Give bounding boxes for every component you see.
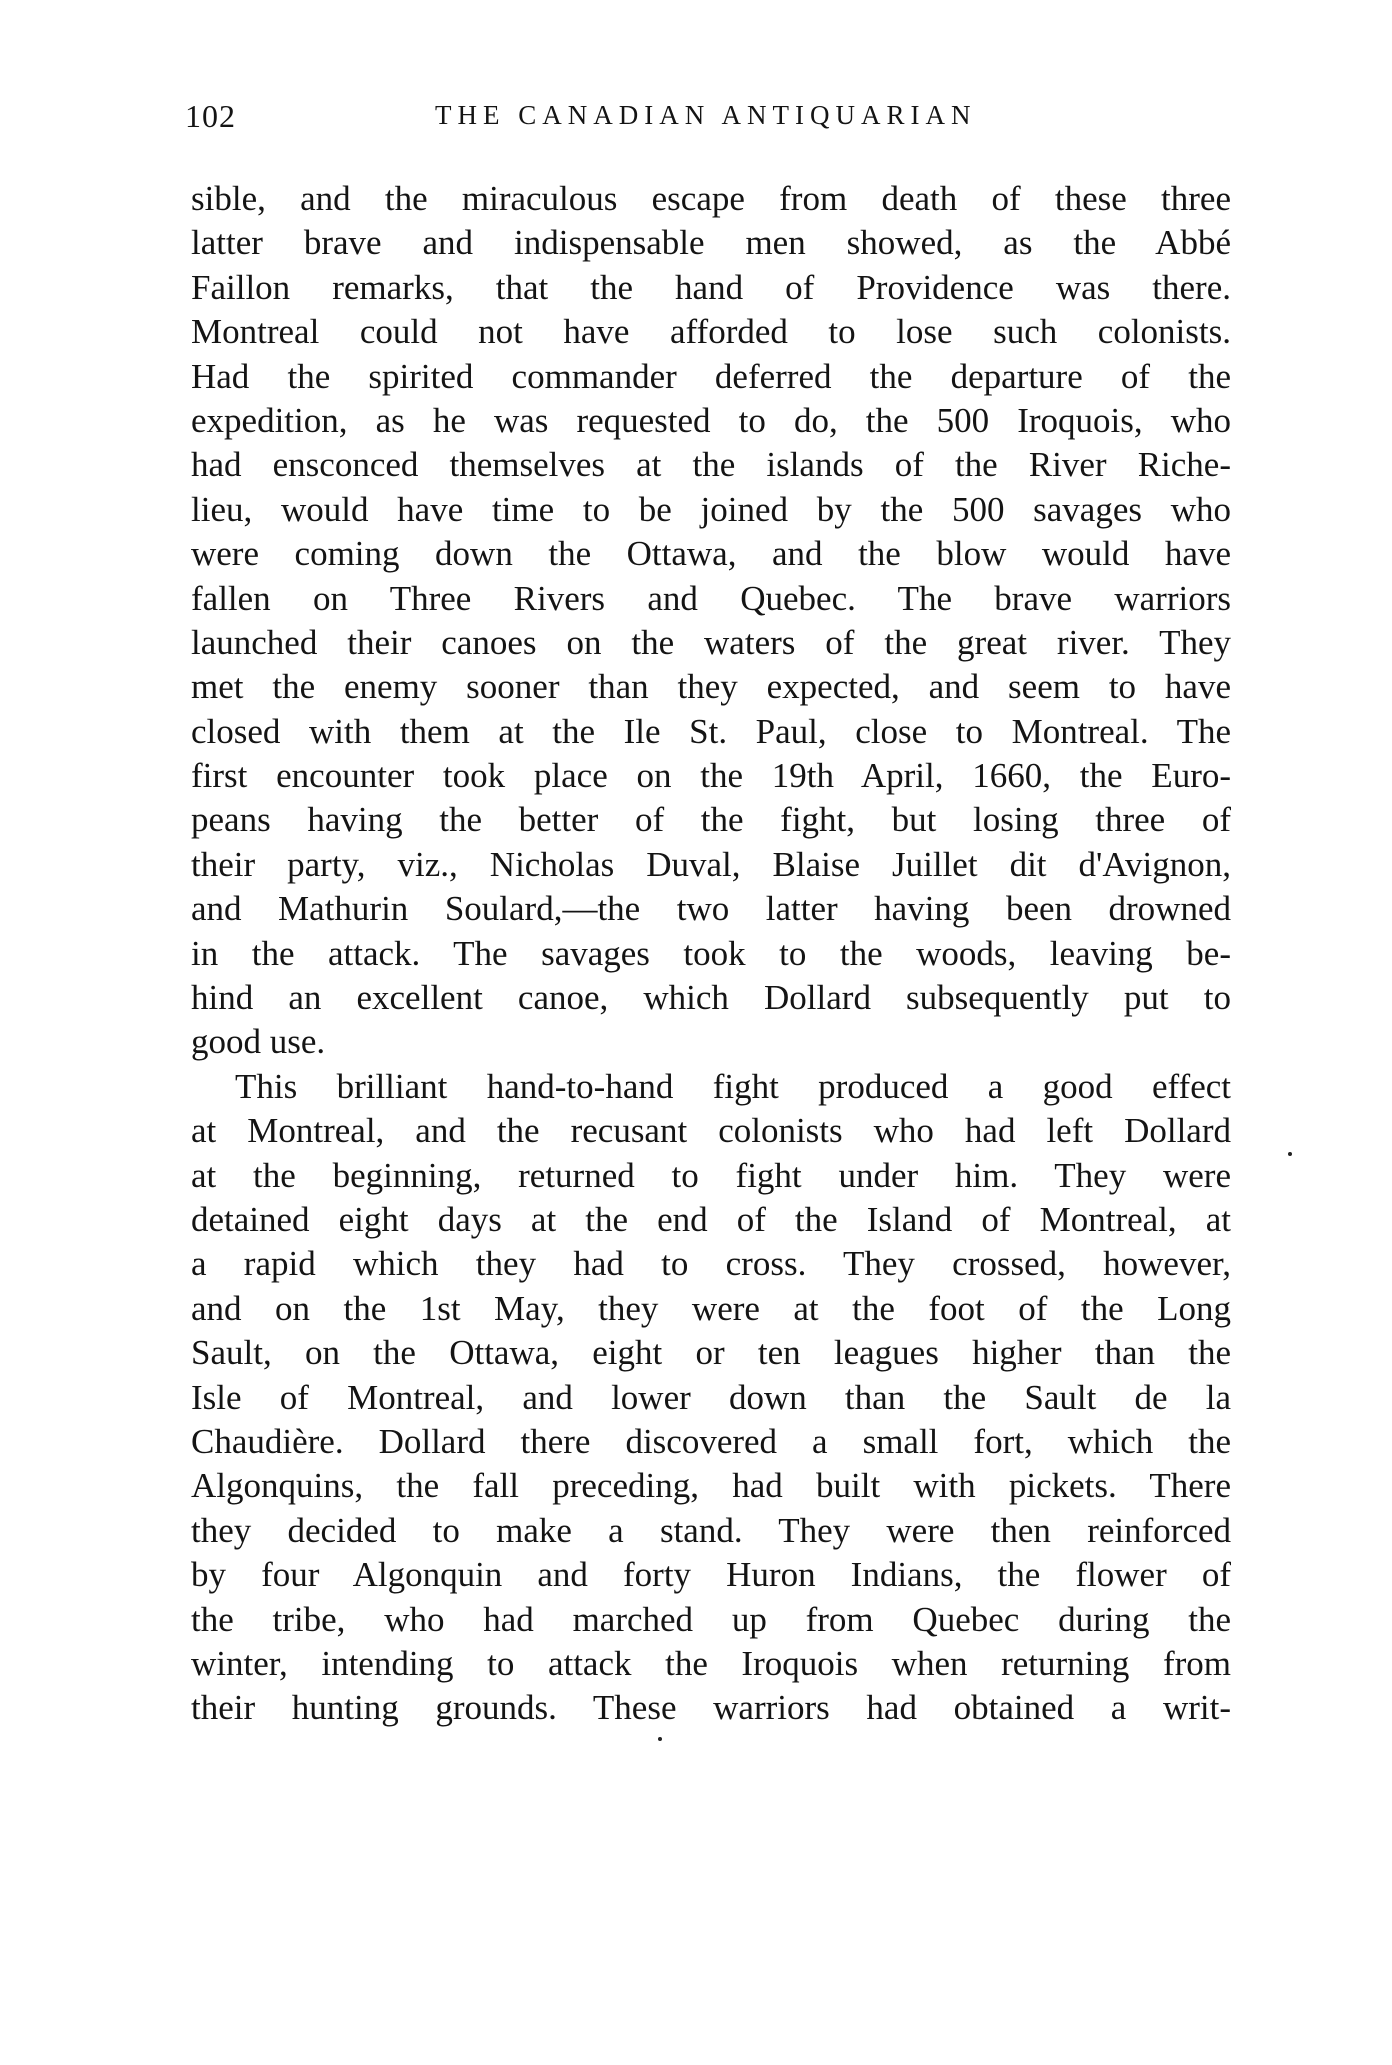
text-line: lieu, would have time to be joined by the 500 savages who bbox=[191, 489, 1231, 529]
text-line: sible, and the miraculous escape from death of these three bbox=[191, 179, 1231, 218]
paragraph-2 bbox=[191, 1065, 1231, 1731]
text-line: This brilliant hand-to-hand fight produced a good effect bbox=[235, 1066, 1231, 1106]
text-line: latter brave and indispensable men showed, as the Abbé bbox=[191, 223, 1231, 263]
text-line: Sault, on the Ottawa, eight or ten leagues higher than the bbox=[191, 1333, 1231, 1373]
text-line: in the attack. The savages took to the woods, leaving be- bbox=[191, 933, 1231, 973]
ink-speck bbox=[658, 1737, 662, 1741]
text-line: Faillon remarks, that the hand of Providence was there. bbox=[191, 267, 1231, 307]
text-line: hind an excellent canoe, which Dollard subsequently put to bbox=[191, 978, 1231, 1018]
text-line: were coming down the Ottawa, and the blow would have bbox=[191, 534, 1231, 574]
text-line: Algonquins, the fall preceding, had built with pickets. There bbox=[191, 1466, 1231, 1506]
text-line: Chaudière. Dollard there discovered a small fort, which the bbox=[191, 1421, 1231, 1461]
text-line: Montreal could not have afforded to lose such colonists. bbox=[191, 312, 1231, 352]
text-line: closed with them at the Ile St. Paul, close to Montreal. The bbox=[191, 711, 1231, 751]
text-line: Isle of Montreal, and lower down than the Sault de la bbox=[191, 1377, 1231, 1417]
text-line: Had the spirited commander deferred the departure of the bbox=[191, 356, 1231, 396]
text-line: good use. bbox=[191, 1022, 326, 1062]
text-line: fallen on Three Rivers and Quebec. The brave warriors bbox=[191, 578, 1231, 618]
text-line: expedition, as he was requested to do, the 500 Iroquois, who bbox=[191, 400, 1231, 440]
text-line: at Montreal, and the recusant colonists who had left Dollard bbox=[191, 1111, 1231, 1151]
text-line: winter, intending to attack the Iroquois when returning from bbox=[191, 1643, 1231, 1683]
paragraph-1 bbox=[191, 177, 1231, 1065]
text-line: they decided to make a stand. They were then reinforced bbox=[191, 1510, 1231, 1550]
ink-speck bbox=[1288, 1152, 1292, 1156]
text-line: their hunting grounds. These warriors had obtained a writ- bbox=[191, 1688, 1231, 1728]
running-title: THE CANADIAN ANTIQUARIAN bbox=[435, 100, 977, 130]
page-header bbox=[185, 98, 1225, 146]
text-line: their party, viz., Nicholas Duval, Blaise Juillet dit d'Avignon, bbox=[191, 844, 1231, 884]
text-line: detained eight days at the end of the Island of Montreal, at bbox=[191, 1199, 1231, 1239]
text-line: by four Algonquin and forty Huron Indians, the flower of bbox=[191, 1555, 1231, 1595]
page-number: 102 bbox=[185, 98, 236, 134]
text-line: a rapid which they had to cross. They crossed, however, bbox=[191, 1244, 1231, 1284]
text-line: at the beginning, returned to fight under him. They were bbox=[191, 1155, 1231, 1195]
text-line: peans having the better of the fight, but losing three of bbox=[191, 800, 1231, 840]
body-text bbox=[191, 177, 1231, 1731]
text-line: had ensconced themselves at the islands of the River Riche- bbox=[191, 445, 1231, 485]
text-line: and on the 1st May, they were at the foot of the Long bbox=[191, 1288, 1231, 1328]
text-line: and Mathurin Soulard,—the two latter having been drowned bbox=[191, 889, 1231, 929]
text-line: first encounter took place on the 19th April, 1660, the Euro- bbox=[191, 756, 1231, 796]
text-line: launched their canoes on the waters of the great river. They bbox=[191, 622, 1231, 662]
text-line: met the enemy sooner than they expected, and seem to have bbox=[191, 667, 1231, 707]
text-line: the tribe, who had marched up from Quebec during the bbox=[191, 1599, 1231, 1639]
